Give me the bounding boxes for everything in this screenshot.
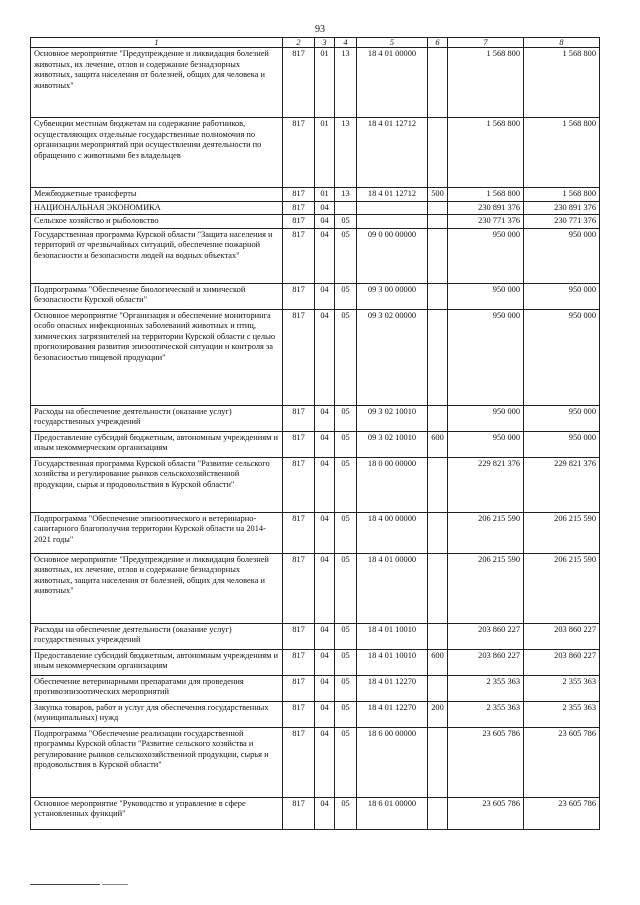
row-rz: 01 — [315, 188, 335, 202]
row-vr — [428, 623, 448, 649]
row-sum2: 230 891 376 — [524, 201, 600, 215]
row-rz: 04 — [315, 623, 335, 649]
row-vr — [428, 727, 448, 797]
row-name: Обеспечение ветеринарными препаратами для проведения противоэпизоотических мероприятий — [31, 675, 283, 701]
row-vr — [428, 512, 448, 553]
row-name: Государственная программа Курской области "Развитие сельского хозяйства и регулирование рынков сельскохозяйственной продукции, сырья и продовольствия в Курской области" — [31, 457, 283, 512]
row-csr: 09 0 00 00000 — [357, 228, 428, 283]
row-grbs: 817 — [283, 512, 315, 553]
row-pr: 05 — [335, 431, 357, 457]
row-sum1: 1 568 800 — [448, 188, 524, 202]
row-csr: 18 4 01 00000 — [357, 553, 428, 623]
row-pr: 05 — [335, 675, 357, 701]
table-row — [31, 797, 600, 829]
row-rz: 04 — [315, 457, 335, 512]
row-vr: 600 — [428, 649, 448, 675]
row-rz: 04 — [315, 228, 335, 283]
row-vr — [428, 405, 448, 431]
row-name: Подпрограмма "Обеспечение биологической и химической безопасности Курской области" — [31, 283, 283, 309]
row-name: Основное мероприятие "Предупреждение и ликвидация болезней животных, их лечение, отлов и содержание безнадзорных животных, защита населения от болезней, общих для человека и животных" — [31, 553, 283, 623]
row-rz: 04 — [315, 675, 335, 701]
row-pr: 05 — [335, 649, 357, 675]
table-row — [31, 512, 600, 553]
row-pr: 05 — [335, 512, 357, 553]
row-rz: 04 — [315, 405, 335, 431]
column-header-2: 2 — [283, 38, 315, 48]
row-vr — [428, 201, 448, 215]
row-grbs: 817 — [283, 405, 315, 431]
row-vr: 500 — [428, 188, 448, 202]
row-sum1: 950 000 — [448, 309, 524, 405]
row-vr: 200 — [428, 701, 448, 727]
row-sum1: 230 891 376 — [448, 201, 524, 215]
row-sum2: 1 568 800 — [524, 188, 600, 202]
row-sum1: 950 000 — [448, 228, 524, 283]
column-header-5: 5 — [357, 38, 428, 48]
row-pr: 13 — [335, 48, 357, 118]
footer-rule — [30, 884, 100, 885]
column-header-6: 6 — [428, 38, 448, 48]
row-pr: 13 — [335, 118, 357, 188]
row-pr: 05 — [335, 701, 357, 727]
row-sum2: 23 605 786 — [524, 797, 600, 829]
row-sum1: 2 355 363 — [448, 701, 524, 727]
row-rz: 04 — [315, 201, 335, 215]
row-sum1: 950 000 — [448, 431, 524, 457]
row-vr — [428, 675, 448, 701]
row-name: Государственная программа Курской области "Защита населения и территорий от чрезвычайных ситуаций, обеспечение пожарной безопасности и безопасности людей на водных объектах" — [31, 228, 283, 283]
table-row — [31, 283, 600, 309]
row-vr — [428, 283, 448, 309]
row-grbs: 817 — [283, 228, 315, 283]
row-pr: 05 — [335, 405, 357, 431]
row-pr: 05 — [335, 553, 357, 623]
row-csr: 18 4 00 00000 — [357, 512, 428, 553]
row-name: Предоставление субсидий бюджетным, автономным учреждениям и иным некоммерческим организациям — [31, 649, 283, 675]
row-rz: 01 — [315, 48, 335, 118]
row-sum1: 950 000 — [448, 405, 524, 431]
row-grbs: 817 — [283, 675, 315, 701]
row-sum2: 950 000 — [524, 431, 600, 457]
row-csr: 09 3 02 10010 — [357, 431, 428, 457]
row-grbs: 817 — [283, 553, 315, 623]
row-pr: 05 — [335, 283, 357, 309]
row-grbs: 817 — [283, 431, 315, 457]
row-csr: 18 4 01 12270 — [357, 675, 428, 701]
row-grbs: 817 — [283, 309, 315, 405]
row-sum1: 206 215 590 — [448, 512, 524, 553]
table-row — [31, 48, 600, 118]
row-sum1: 206 215 590 — [448, 553, 524, 623]
row-sum2: 1 568 800 — [524, 48, 600, 118]
row-sum1: 230 771 376 — [448, 215, 524, 229]
row-csr: 18 4 01 10010 — [357, 649, 428, 675]
row-grbs: 817 — [283, 201, 315, 215]
row-rz: 04 — [315, 649, 335, 675]
row-sum2: 203 860 227 — [524, 649, 600, 675]
row-csr — [357, 201, 428, 215]
row-name: НАЦИОНАЛЬНАЯ ЭКОНОМИКА — [31, 201, 283, 215]
row-sum1: 203 860 227 — [448, 623, 524, 649]
table-row — [31, 553, 600, 623]
row-pr: 13 — [335, 188, 357, 202]
row-pr: 05 — [335, 215, 357, 229]
row-sum1: 2 355 363 — [448, 675, 524, 701]
row-sum2: 2 355 363 — [524, 701, 600, 727]
row-rz: 04 — [315, 215, 335, 229]
row-csr: 09 3 02 00000 — [357, 309, 428, 405]
row-name: Основное мероприятие "Руководство и управление в сфере установленных функций" — [31, 797, 283, 829]
row-grbs: 817 — [283, 457, 315, 512]
table-row — [31, 457, 600, 512]
row-name: Межбюджетные трансферты — [31, 188, 283, 202]
row-csr: 18 4 01 00000 — [357, 48, 428, 118]
row-rz: 04 — [315, 727, 335, 797]
row-sum1: 203 860 227 — [448, 649, 524, 675]
table-row — [31, 405, 600, 431]
row-sum2: 203 860 227 — [524, 623, 600, 649]
row-name: Основное мероприятие "Предупреждение и ликвидация болезней животных, их лечение, отлов и содержание безнадзорных животных, защита населения от болезней, общих для человека и животных" — [31, 48, 283, 118]
row-sum2: 1 568 800 — [524, 118, 600, 188]
row-sum2: 950 000 — [524, 309, 600, 405]
row-name: Основное мероприятие "Организация и обеспечение мониторинга особо опасных инфекционных заболеваний животных и птиц, химических загрязнителей на территории Курской области с целью прогнозирования развития эпизоотической ситуации и контроля за безопасностью пищевой продукции" — [31, 309, 283, 405]
row-csr: 18 6 00 00000 — [357, 727, 428, 797]
row-vr: 600 — [428, 431, 448, 457]
row-sum2: 206 215 590 — [524, 553, 600, 623]
row-grbs: 817 — [283, 118, 315, 188]
row-vr — [428, 309, 448, 405]
row-pr: 05 — [335, 228, 357, 283]
row-grbs: 817 — [283, 649, 315, 675]
table-row — [31, 228, 600, 283]
row-rz: 04 — [315, 283, 335, 309]
row-grbs: 817 — [283, 623, 315, 649]
row-sum1: 23 605 786 — [448, 727, 524, 797]
row-sum2: 950 000 — [524, 405, 600, 431]
column-header-7: 7 — [448, 38, 524, 48]
column-header-3: 3 — [315, 38, 335, 48]
column-header-1: 1 — [31, 38, 283, 48]
row-sum2: 950 000 — [524, 283, 600, 309]
table-row — [31, 201, 600, 215]
table-row — [31, 188, 600, 202]
row-name: Закупка товаров, работ и услуг для обеспечения государственных (муниципальных) нужд — [31, 701, 283, 727]
row-sum2: 206 215 590 — [524, 512, 600, 553]
row-name: Предоставление субсидий бюджетным, автономным учреждениям и иным некоммерческим организациям — [31, 431, 283, 457]
row-pr — [335, 201, 357, 215]
row-name: Расходы на обеспечение деятельности (оказание услуг) государственных учреждений — [31, 405, 283, 431]
row-rz: 04 — [315, 701, 335, 727]
row-csr — [357, 215, 428, 229]
row-grbs: 817 — [283, 188, 315, 202]
row-rz: 04 — [315, 797, 335, 829]
row-sum1: 950 000 — [448, 283, 524, 309]
footer-rule-short — [102, 884, 128, 885]
row-vr — [428, 118, 448, 188]
row-pr: 05 — [335, 309, 357, 405]
table-row — [31, 215, 600, 229]
table-row — [31, 675, 600, 701]
row-vr — [428, 553, 448, 623]
row-sum2: 23 605 786 — [524, 727, 600, 797]
row-grbs: 817 — [283, 215, 315, 229]
row-vr — [428, 797, 448, 829]
table-row — [31, 727, 600, 797]
row-sum2: 950 000 — [524, 228, 600, 283]
row-name: Сельское хозяйство и рыболовство — [31, 215, 283, 229]
table-row — [31, 623, 600, 649]
row-csr: 09 3 00 00000 — [357, 283, 428, 309]
row-csr: 18 0 00 00000 — [357, 457, 428, 512]
row-sum1: 229 821 376 — [448, 457, 524, 512]
row-csr: 09 3 02 10010 — [357, 405, 428, 431]
table-row — [31, 649, 600, 675]
row-name: Субвенции местным бюджетам на содержание работников, осуществляющих отдельные государственные полномочия по организации мероприятий при осуществлении деятельности по обращению с животными без владельцев — [31, 118, 283, 188]
page-number: 93 — [315, 24, 325, 35]
row-grbs: 817 — [283, 727, 315, 797]
row-sum1: 1 568 800 — [448, 118, 524, 188]
table-row — [31, 431, 600, 457]
row-sum2: 229 821 376 — [524, 457, 600, 512]
row-rz: 04 — [315, 309, 335, 405]
row-name: Расходы на обеспечение деятельности (оказание услуг) государственных учреждений — [31, 623, 283, 649]
row-rz: 04 — [315, 512, 335, 553]
row-grbs: 817 — [283, 797, 315, 829]
table-header-row — [31, 38, 600, 48]
row-grbs: 817 — [283, 701, 315, 727]
row-sum2: 2 355 363 — [524, 675, 600, 701]
row-grbs: 817 — [283, 283, 315, 309]
table-row — [31, 309, 600, 405]
row-sum1: 23 605 786 — [448, 797, 524, 829]
table-row — [31, 118, 600, 188]
row-rz: 04 — [315, 431, 335, 457]
row-name: Подпрограмма "Обеспечение реализации государственной программы Курской области "Развитие сельского хозяйства и регулирование рынков сельскохозяйственной продукции, сырья и продовольствия в Курской области" — [31, 727, 283, 797]
row-name: Подпрограмма "Обеспечение эпизоотического и ветеринарно-санитарного благополучия территории Курской области на 2014-2021 годы" — [31, 512, 283, 553]
row-pr: 05 — [335, 797, 357, 829]
row-pr: 05 — [335, 623, 357, 649]
row-rz: 01 — [315, 118, 335, 188]
row-vr — [428, 457, 448, 512]
column-header-8: 8 — [524, 38, 600, 48]
row-csr: 18 6 01 00000 — [357, 797, 428, 829]
budget-table — [30, 37, 600, 830]
row-csr: 18 4 01 10010 — [357, 623, 428, 649]
table-row — [31, 701, 600, 727]
row-pr: 05 — [335, 457, 357, 512]
column-header-4: 4 — [335, 38, 357, 48]
row-sum1: 1 568 800 — [448, 48, 524, 118]
row-rz: 04 — [315, 553, 335, 623]
row-csr: 18 4 01 12712 — [357, 188, 428, 202]
row-vr — [428, 48, 448, 118]
row-csr: 18 4 01 12712 — [357, 118, 428, 188]
row-sum2: 230 771 376 — [524, 215, 600, 229]
row-vr — [428, 215, 448, 229]
row-vr — [428, 228, 448, 283]
row-pr: 05 — [335, 727, 357, 797]
row-csr: 18 4 01 12270 — [357, 701, 428, 727]
row-grbs: 817 — [283, 48, 315, 118]
